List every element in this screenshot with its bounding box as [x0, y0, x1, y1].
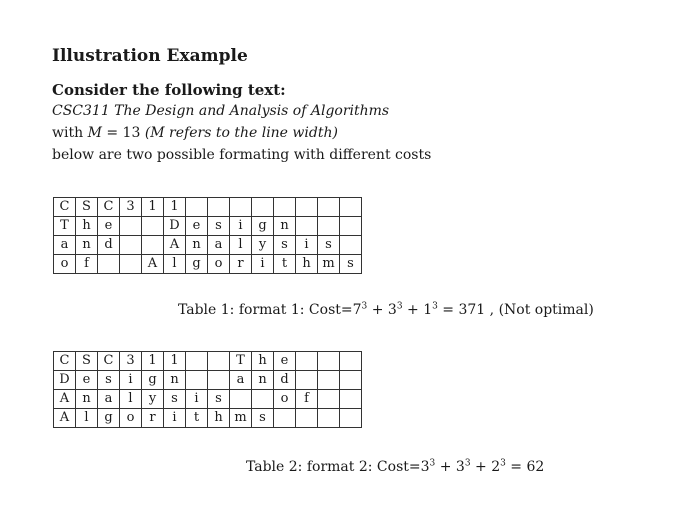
table-row [54, 198, 362, 217]
grid-cell: n [274, 217, 296, 236]
grid-cell: o [54, 255, 76, 274]
with-word: with [52, 125, 84, 141]
grid-cell: 3 [120, 198, 142, 217]
exponent-3: 3 [432, 301, 438, 312]
grid-cell: d [274, 371, 296, 390]
grid-cell: a [54, 236, 76, 255]
grid-cell: i [186, 390, 208, 409]
grid-cell: 1 [142, 352, 164, 371]
grid-cell [340, 390, 362, 409]
grid-cell [252, 390, 274, 409]
grid-cell: o [120, 409, 142, 428]
grid-cell: 1 [142, 198, 164, 217]
grid-cell: s [98, 371, 120, 390]
grid-cell [186, 352, 208, 371]
grid-cell: f [76, 255, 98, 274]
table-1-caption [178, 302, 594, 318]
exponent-2: 3 [396, 301, 403, 312]
grid-cell: t [274, 255, 296, 274]
grid-cell: y [142, 390, 164, 409]
grid-cell [252, 198, 274, 217]
table-row [54, 236, 362, 255]
grid-cell [120, 255, 142, 274]
grid-cell: 3 [120, 352, 142, 371]
grid-cell [340, 352, 362, 371]
grid-cell: r [142, 409, 164, 428]
grid-cell: D [54, 371, 76, 390]
grid-cell [142, 217, 164, 236]
grid-cell [296, 217, 318, 236]
m-note: (M refers to the line width) [144, 125, 338, 141]
grid-cell: A [164, 236, 186, 255]
grid-cell: C [54, 198, 76, 217]
grid-cell: s [274, 236, 296, 255]
plus-1: + [367, 302, 388, 318]
grid-cell [296, 352, 318, 371]
grid-cell: l [76, 409, 98, 428]
grid-cell [318, 217, 340, 236]
grid-cell [318, 198, 340, 217]
grid-cell: T [230, 352, 252, 371]
grid-cell: n [164, 371, 186, 390]
grid-cell: e [186, 217, 208, 236]
section-heading: Consider the following text: [52, 81, 286, 99]
grid-cell [186, 371, 208, 390]
grid-cell: t [186, 409, 208, 428]
line-width-statement [52, 125, 338, 141]
table-row [54, 217, 362, 236]
grid-cell: s [252, 409, 274, 428]
grid-cell: n [76, 390, 98, 409]
example-text: CSC311 The Design and Analysis of Algorithms [52, 103, 390, 119]
grid-cell: s [208, 390, 230, 409]
grid-cell: a [208, 236, 230, 255]
grid-cell [274, 409, 296, 428]
grid-cell: m [230, 409, 252, 428]
grid-cell: s [340, 255, 362, 274]
grid-cell: o [208, 255, 230, 274]
grid-cell: s [318, 236, 340, 255]
grid-cell: T [54, 217, 76, 236]
grid-cell: e [98, 217, 120, 236]
table-row [54, 371, 362, 390]
grid-cell: i [120, 371, 142, 390]
grid-cell [274, 198, 296, 217]
grid-cell [208, 371, 230, 390]
grid-cell [340, 217, 362, 236]
grid-cell: n [252, 371, 274, 390]
grid-cell [98, 255, 120, 274]
exponent-1: 3 [361, 301, 368, 312]
format-1-table [53, 197, 362, 274]
formats-statement: below are two possible formating with different costs [52, 147, 432, 163]
grid-cell [230, 198, 252, 217]
grid-cell: 1 [164, 198, 186, 217]
table-row [54, 409, 362, 428]
page-title: Illustration Example [52, 46, 248, 66]
grid-cell: l [230, 236, 252, 255]
grid-cell: g [252, 217, 274, 236]
grid-cell: C [98, 352, 120, 371]
table-row [54, 390, 362, 409]
plus-1: + [435, 459, 456, 475]
grid-cell: A [54, 390, 76, 409]
grid-cell [340, 371, 362, 390]
plus-2: + [402, 302, 424, 318]
grid-cell: i [252, 255, 274, 274]
grid-cell: a [98, 390, 120, 409]
grid-cell: C [98, 198, 120, 217]
exponent-3: 3 [500, 458, 506, 469]
m-variable: M [87, 125, 102, 141]
grid-cell: i [296, 236, 318, 255]
grid-cell: h [296, 255, 318, 274]
grid-cell [120, 217, 142, 236]
table-row [54, 352, 362, 371]
grid-cell: A [142, 255, 164, 274]
grid-cell: C [54, 352, 76, 371]
grid-cell [208, 198, 230, 217]
grid-cell [340, 236, 362, 255]
grid-cell [340, 198, 362, 217]
grid-cell [296, 409, 318, 428]
grid-cell [186, 198, 208, 217]
caption-label: Table 1: format 1: Cost= [178, 302, 353, 318]
grid-cell [208, 352, 230, 371]
term-2: 3 [387, 302, 397, 318]
grid-cell: s [208, 217, 230, 236]
grid-cell: y [252, 236, 274, 255]
grid-cell: l [164, 255, 186, 274]
table-2-caption [246, 459, 544, 475]
grid-cell [120, 236, 142, 255]
term-1: 3 [420, 459, 430, 475]
grid-cell [142, 236, 164, 255]
grid-cell: g [186, 255, 208, 274]
grid-cell [318, 371, 340, 390]
term-1: 7 [352, 302, 362, 318]
grid-cell: i [164, 409, 186, 428]
grid-cell: e [76, 371, 98, 390]
grid-cell: r [230, 255, 252, 274]
grid-cell: A [54, 409, 76, 428]
grid-cell: n [76, 236, 98, 255]
grid-cell: S [76, 198, 98, 217]
grid-cell: e [274, 352, 296, 371]
grid-cell: i [230, 217, 252, 236]
grid-cell: S [76, 352, 98, 371]
grid-cell [340, 409, 362, 428]
term-3: 1 [423, 302, 433, 318]
m-value: = 13 [101, 125, 145, 141]
grid-cell [318, 352, 340, 371]
grid-cell: h [208, 409, 230, 428]
grid-cell: n [186, 236, 208, 255]
exponent-1: 3 [429, 458, 436, 469]
grid-cell: f [296, 390, 318, 409]
grid-cell [296, 198, 318, 217]
grid-cell [296, 371, 318, 390]
grid-cell: h [252, 352, 274, 371]
grid-cell: h [76, 217, 98, 236]
term-3: 2 [491, 459, 501, 475]
grid-cell: g [98, 409, 120, 428]
grid-cell: a [230, 371, 252, 390]
grid-cell: d [98, 236, 120, 255]
exponent-2: 3 [464, 458, 471, 469]
caption-result: = 371 , (Not optimal) [437, 302, 594, 318]
table-row [54, 255, 362, 274]
grid-cell: g [142, 371, 164, 390]
grid-cell: s [164, 390, 186, 409]
format-2-table [53, 351, 362, 428]
caption-label: Table 2: format 2: Cost= [246, 459, 421, 475]
grid-cell [318, 390, 340, 409]
grid-cell [230, 390, 252, 409]
grid-cell: m [318, 255, 340, 274]
grid-cell: D [164, 217, 186, 236]
term-2: 3 [455, 459, 465, 475]
grid-cell: 1 [164, 352, 186, 371]
caption-result: = 62 [505, 459, 545, 475]
grid-cell: l [120, 390, 142, 409]
grid-cell: o [274, 390, 296, 409]
grid-cell [318, 409, 340, 428]
plus-2: + [470, 459, 492, 475]
